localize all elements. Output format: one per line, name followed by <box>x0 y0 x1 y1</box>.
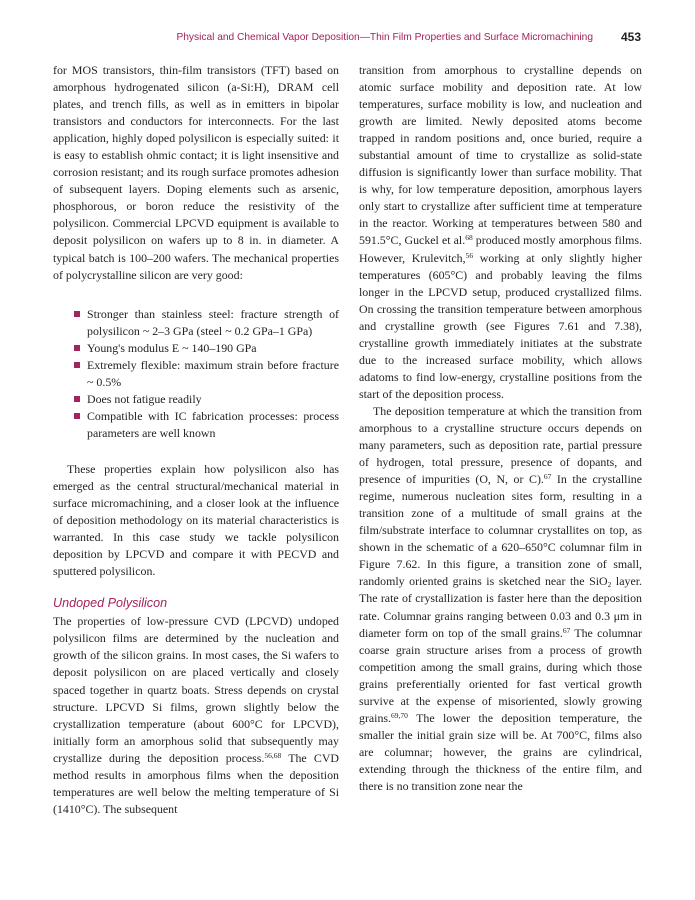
spacer <box>53 580 339 593</box>
list-item <box>74 408 339 442</box>
square-bullet-icon <box>74 311 80 317</box>
list-item <box>74 357 339 391</box>
paragraph-text: The CVD method results in amorphous films when the deposition temperatures are well below the melting temperature of Si (1410°C). The subsequent <box>53 750 339 816</box>
citation: 69,70 <box>391 710 408 720</box>
spacer <box>53 442 339 461</box>
section-heading: Undoped Polysilicon <box>53 596 168 611</box>
subscript: 2 <box>607 580 612 590</box>
paragraph <box>359 403 642 795</box>
properties-list <box>53 306 339 442</box>
paragraph <box>359 62 642 403</box>
paragraph-text: In the crystalline regime, numerous nucleation sites form, resulting in a transition zone of a multitude of small grains at the film/substrate interface to columnar crystallites on top, as shown in the schematic of a 620–650°C columnar film in Figure 7.62. In this figure, a transition zone of small, randomly oriented grains is sketched near the SiO <box>359 472 642 589</box>
square-bullet-icon <box>74 396 80 402</box>
citation: 68 <box>465 233 473 243</box>
list-item <box>74 340 339 357</box>
citation: 67 <box>543 472 552 482</box>
paragraph-text: The deposition temperature at which the transition from amorphous to a crystalline structure occurs depends on many parameters, such as deposition rate, partial pressure of hydrogen, total pressure, presence of dopants, and presence of impurities (O, N, or C). <box>359 403 642 487</box>
paragraph-text: layer. The rate of crystallization is faster here than the deposition rate. Columnar grains ranging between 0.03 and 0.3 μm in diameter form on top of the small grains. <box>359 574 642 640</box>
square-bullet-icon <box>74 345 80 351</box>
list-item-text: Stronger than stainless steel: fracture strength of polysilicon ~ 2–3 GPa (steel ~ 0.2 GPa–1 GPa) <box>87 306 339 338</box>
list-item-text: Extremely flexible: maximum strain before fracture ~ 0.5% <box>87 357 339 389</box>
right-column <box>359 62 642 795</box>
list-item-text: Young's modulus E ~ 140–190 GPa <box>87 340 257 355</box>
citation: 67 <box>562 625 571 635</box>
spacer <box>53 284 339 306</box>
list-item <box>74 391 339 408</box>
list-item-text: Compatible with IC fabrication processes: process parameters are well known <box>87 408 339 440</box>
citation: 56,68 <box>264 750 282 760</box>
list-item-text: Does not fatigue readily <box>87 391 202 406</box>
square-bullet-icon <box>74 362 80 368</box>
left-column <box>53 62 339 818</box>
paragraph-text: working at only slightly higher temperatures (605°C) and probably leaving the films longer in the LPCVD setup, produced crystallized films. On crossing the transition temperature between amorphous and crystalline growth (see Figures 7.61 and 7.38), crystalline growth immediately initiates at the substrate due to the increased surface mobility, which allows adatoms to find low-energy, crystalline positions from the start of the deposition process. <box>359 250 642 401</box>
paragraph: for MOS transistors, thin-film transistors (TFT) based on amorphous hydrogenated silicon (a-Si:H), DRAM cell plates, and trench fills, as well as in emitters in bipolar transistors and conductors for interconnects. For the last application, highly doped polysilicon is especially suited: it is easy to establish ohmic contact; it is light insensitive and corrosion resistant; and its rough surface promotes adhesion of subsequent layers. Doping elements such as arsenic, phosphorous, or boron reduce the resistivity of the polysilicon. Commercial LPCVD equipment is available to deposit polysilicon on wafers up to 8 in. in diameter. A typical batch is 100–200 wafers. The mechanical properties of polycrystalline silicon are very good: <box>53 63 339 282</box>
paragraph-text: The properties of low-pressure CVD (LPCVD) undoped polysilicon films are determined by the nucleation and growth of the silicon grains. In most cases, the Si wafers to deposit polysilicon on are placed vertically and closely spaced together in quartz boats. Stress depends on crystal structure. LPCVD Si films, grown slightly below the crystallization temperature (about 600°C for LPCVD), initially form an amorphous solid that subsequently may crystallize during the deposition process. <box>53 614 339 765</box>
paragraph <box>53 613 339 818</box>
paragraph-text: transition from amorphous to crystalline depends on atomic surface mobility and deposition rate. At low temperatures, surface mobility is low, and nucleation and growth are limited. Newly deposited atoms become trapped in random positions and, once buried, require a substantial amount of time to crystallize as solid-state diffusion is significantly lower than surface mobility. That is why, for low temperature deposition, amorphous layers only start to crystallize after sufficient time at temperature in the reactor. Working at temperatures between 580 and 591.5°C, Guckel et al. <box>359 63 642 248</box>
paragraph-text: The columnar coarse grain structure arises from a process of growth competition among the small grains, during which those grains preferentially oriented for fast vertical growth survive at the expense of misoriented, slowly growing grains. <box>359 625 642 725</box>
citation: 56 <box>465 250 474 260</box>
square-bullet-icon <box>74 413 80 419</box>
paragraph: These properties explain how polysilicon also has emerged as the central structural/mechanical material in surface micromachining, and a closer look at the influence of deposition methodology on its material characteristics is warranted. In this case study we tackle polysilicon deposition by LPCVD and compare it with PECVD and sputtered polysilicon. <box>53 461 339 579</box>
paragraph-text: The lower the deposition temperature, the smaller the initial grain size will be. At 700°C, films also are columnar; however, the grains are cylindrical, extending through the thickness of the entire film, and there is no transition zone near the <box>359 710 642 793</box>
list-item <box>74 306 339 340</box>
paragraph-text: produced mostly amorphous films. However, Krulevitch, <box>359 233 642 265</box>
page-number: 453 <box>620 30 641 44</box>
running-title: Physical and Chemical Vapor Deposition—Thin Film Properties and Surface Micromachining <box>176 32 593 43</box>
running-header <box>0 30 695 50</box>
